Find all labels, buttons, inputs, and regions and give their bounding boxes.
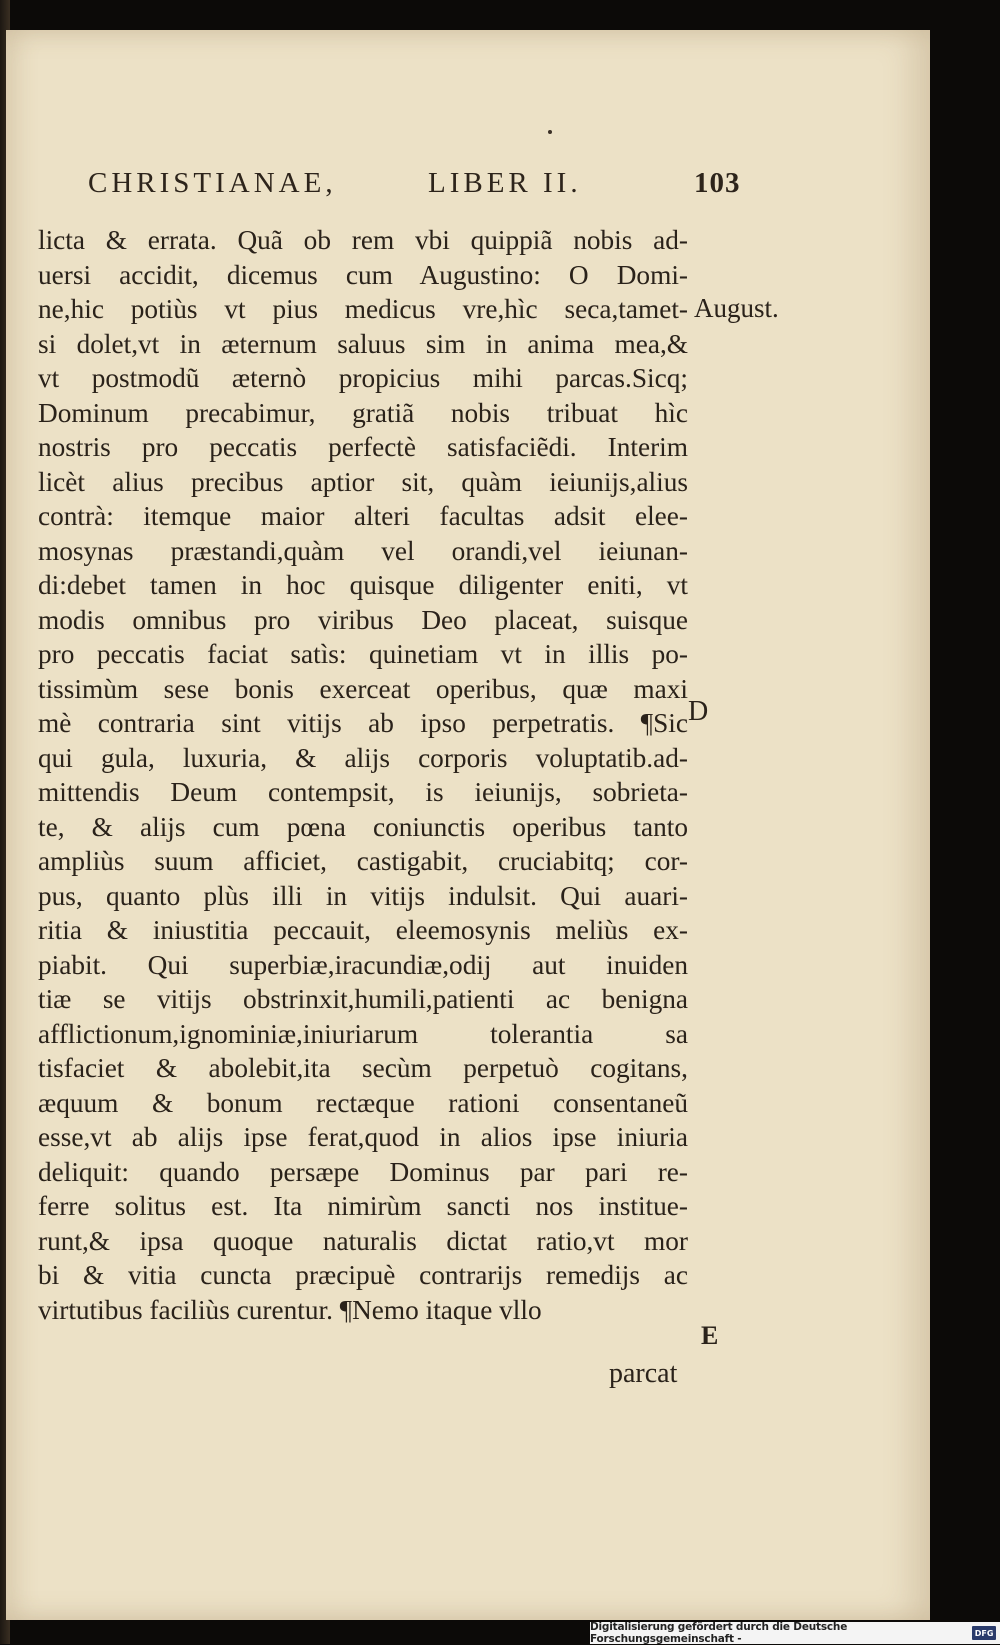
text-line: pro peccatis faciat satìs: quinetiam vt in illis po- [38,639,688,669]
text-line: ampliùs suum afficiet, castigabit, cruciabitq; cor- [38,846,688,876]
text-line: qui gula, luxuria, & alijs corporis voluptatib.ad- [38,742,688,773]
text-line: ritia & iniustitia peccauit, eleemosynis meliùs ex- [38,915,688,945]
text-line: runt,& ipsa quoque naturalis dictat ratio,vt mor [38,1225,688,1256]
text-line: te, & alijs cum pœna coniunctis operibus tanto [38,811,688,842]
text-line: mittendis Deum contempsit, is ieiunijs, sobrieta- [38,777,688,807]
text-line: esse,vt ab alijs ipse ferat,quod in alios ipse iniuria [38,1122,688,1152]
text-line: modis omnibus pro viribus Deo placeat, suisque [38,604,688,635]
page-number: 103 [694,167,741,199]
text-line: mè contraria sint vitijs ab ipso perpetratis. ¶Sic [38,708,688,738]
text-line: tissimùm sese bonis exerceat operibus, quæ maxi [38,673,688,704]
text-line: ne,hic potiùs vt pius medicus vre,hìc seca,tamet- [38,294,688,324]
text-line: di:debet tamen in hoc quisque diligenter eniti, vt [38,570,688,600]
text-line: uersi accidit, dicemus cum Augustino: O Domi- [38,259,688,290]
text-line: afflictionum,ignominiæ,iniuriarum tolerantia sa [38,1018,688,1049]
margin-letter-e: E [701,1321,719,1350]
text-line: pus, quanto plùs illi in vitijs indulsit. Qui auari- [38,880,688,911]
text-line: tiæ se vitijs obstrinxit,humili,patienti ac benigna [38,984,688,1014]
digitization-footer [590,1622,1000,1644]
text-line: ferre solitus est. Ita nimirùm sancti nos instituе- [38,1191,688,1221]
text-line: si dolet,vt in æternum saluus sim in anima mea,& [38,328,688,359]
text-line: Dominum precabimur, gratiã nobis tribuat hìc [38,397,688,428]
text-line: licèt alius precibus aptior sit, quàm ieiunijs,alius [38,466,688,497]
dfg-logo-icon: DFG [972,1626,996,1640]
margin-note-august: August. [694,293,779,323]
running-head [88,167,741,207]
running-head-book: LIBER II. [428,167,582,199]
book-page [6,30,930,1620]
text-line: contrà: itemque maior alteri facultas adsit elee- [38,501,688,531]
text-line: nostris pro peccatis perfectè satisfaciẽdi. Interim [38,432,688,462]
catchword: parcat [609,1358,678,1389]
text-line: tisfaciet & abolebit,ita secùm perpetuò cogitans, [38,1053,688,1083]
margin-letter-d: D [688,696,709,727]
text-line: piabit. Qui superbiæ,iracundiæ,odij aut inuiden [38,949,688,980]
text-line: virtutibus faciliùs curentur. ¶Nemo itaque vllo [38,1294,542,1325]
running-head-title: CHRISTIANAE, [88,167,337,199]
text-line: licta & errata. Quã ob rem vbi quippiã nobis ad- [38,225,688,255]
text-line: bi & vitia cuncta præcipuè contrarijs remedijs ac [38,1260,688,1290]
text-line: mosynas præstandi,quàm vel orandi,vel ieiunan- [38,535,688,566]
ink-speck [548,130,552,134]
text-line: vt postmodũ æternò propicius mihi parcas.Sicq; [38,363,688,393]
body-text [38,223,688,1327]
text-line: deliquit: quando persæpe Dominus par pari re- [38,1156,688,1187]
footer-credit: Digitalisierung gefördert durch die Deutsche Forschungsgemeinschaft - [590,1621,848,1645]
text-line: æquum & bonum rectæque rationi consentaneũ [38,1087,688,1118]
